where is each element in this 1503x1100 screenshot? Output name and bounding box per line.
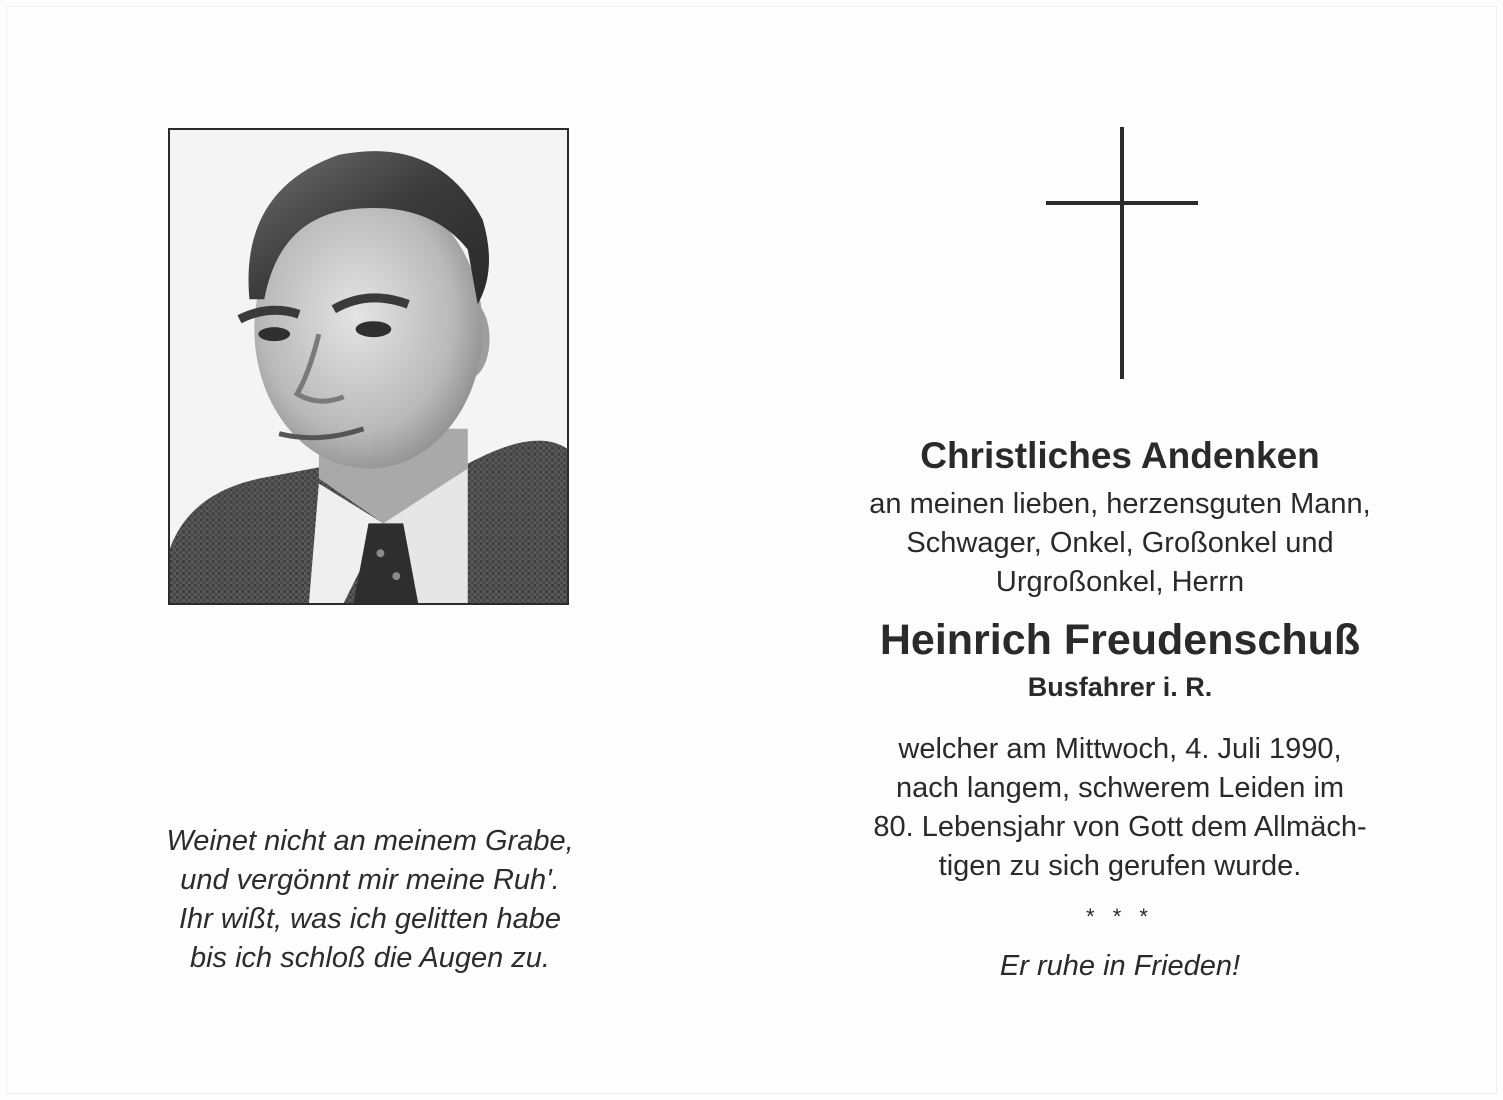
cross-vertical-bar — [1120, 127, 1124, 379]
memorial-body — [820, 730, 1420, 886]
verse-line: bis ich schloß die Augen zu. — [189, 942, 550, 974]
intro-line: Schwager, Onkel, Großonkel und — [906, 527, 1334, 559]
body-line: nach langem, schwerem Leiden im — [895, 772, 1345, 804]
cross-horizontal-bar — [1046, 201, 1198, 205]
memorial-intro — [820, 485, 1420, 602]
intro-line: an meinen lieben, herzensguten Mann, — [869, 488, 1371, 520]
verse — [100, 822, 640, 978]
verse-line: Weinet nicht an meinem Grabe, — [166, 825, 574, 857]
portrait-photo — [168, 128, 569, 605]
memorial-heading: Christliches Andenken — [920, 435, 1320, 476]
separator-stars: * * * — [1086, 904, 1154, 929]
body-line: tigen zu sich gerufen wurde. — [938, 850, 1302, 882]
body-line: 80. Lebensjahr von Gott dem Allmäch- — [873, 811, 1367, 843]
portrait-icon — [170, 130, 567, 603]
intro-line: Urgroßonkel, Herrn — [995, 566, 1245, 598]
verse-line: und vergönnt mir meine Ruh'. — [180, 864, 560, 896]
closing-line: Er ruhe in Frieden! — [999, 950, 1241, 982]
body-line: welcher am Mittwoch, 4. Juli 1990, — [898, 733, 1342, 765]
deceased-name: Heinrich Freudenschuß — [879, 616, 1361, 664]
deceased-occupation: Busfahrer i. R. — [1027, 672, 1213, 702]
verse-line: Ihr wißt, was ich gelitten habe — [178, 903, 561, 935]
